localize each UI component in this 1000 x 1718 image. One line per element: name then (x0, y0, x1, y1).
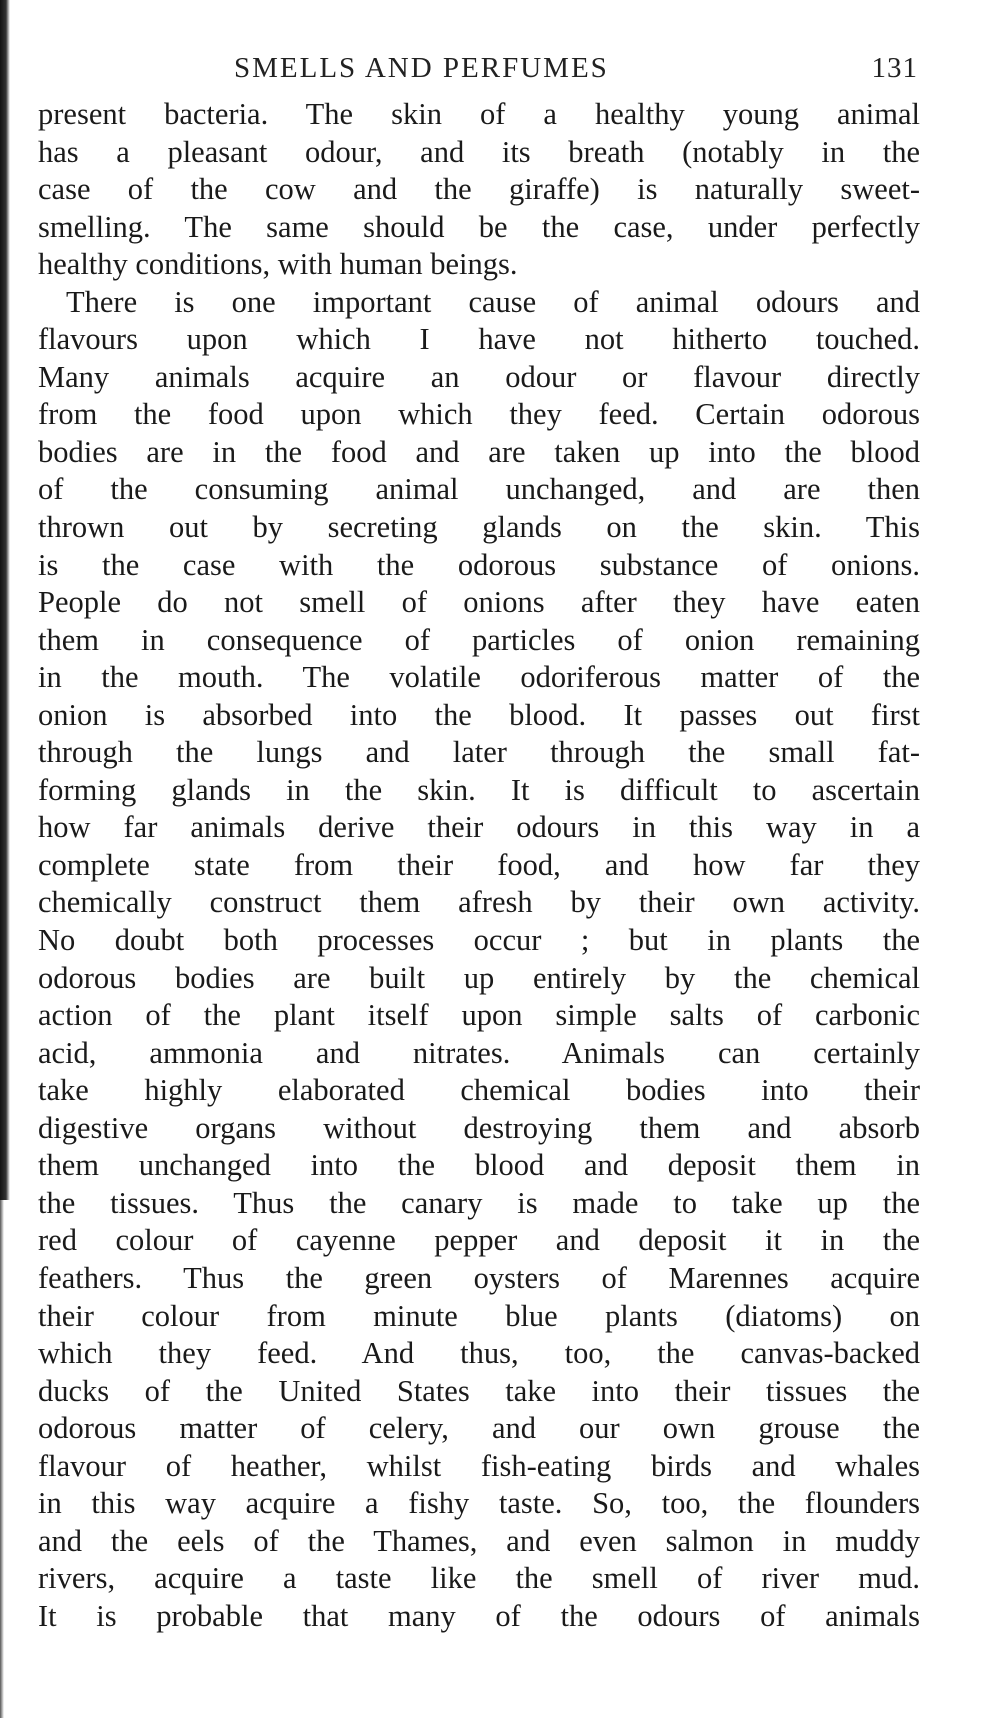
text-line: flavours upon which I have not hitherto touched. (38, 322, 920, 357)
text-line: rivers, acquire a taste like the smell of river mud. (38, 1561, 920, 1596)
text-line: them unchanged into the blood and deposit them in (38, 1148, 920, 1183)
text-line: which they feed. And thus, too, the canvas-backed (38, 1336, 920, 1371)
page-binding-edge (0, 0, 10, 1200)
text-line: in this way acquire a fishy taste. So, too, the flounders (38, 1486, 920, 1521)
text-line: and the eels of the Thames, and even salmon in muddy (38, 1523, 920, 1558)
text-line: Many animals acquire an odour or flavour directly (38, 359, 920, 394)
text-line: bodies are in the food and are taken up into the blood (38, 434, 920, 469)
text-line: case of the cow and the giraffe) is naturally sweet- (38, 172, 920, 207)
text-line: No doubt both processes occur ; but in plants the (38, 923, 920, 958)
text-line: of the consuming animal unchanged, and are then (38, 472, 920, 507)
text-line: People do not smell of onions after they have eaten (38, 585, 920, 620)
text-line: smelling. The same should be the case, under perfectly (38, 209, 920, 244)
book-page (38, 52, 920, 1635)
paragraph (38, 96, 920, 284)
paragraph (38, 284, 920, 1636)
text-line: odorous bodies are built up entirely by the chemical (38, 960, 920, 995)
page-binding-edge-lower (0, 1200, 4, 1718)
text-line: their colour from minute blue plants (diatoms) on (38, 1298, 920, 1333)
text-line: in the mouth. The volatile odoriferous matter of the (38, 660, 920, 695)
text-line: onion is absorbed into the blood. It passes out first (38, 697, 920, 732)
text-line: take highly elaborated chemical bodies into their (38, 1073, 920, 1108)
body-text (38, 96, 920, 1635)
text-line: chemically construct them afresh by their own activity. (38, 885, 920, 920)
page-header (38, 52, 920, 92)
text-line: odorous matter of celery, and our own grouse the (38, 1411, 920, 1446)
text-line: is the case with the odorous substance of onions. (38, 547, 920, 582)
text-line: There is one important cause of animal odours and (66, 284, 920, 319)
text-line: the tissues. Thus the canary is made to take up the (38, 1185, 920, 1220)
page-number: 131 (871, 52, 918, 84)
text-line: red colour of cayenne pepper and deposit it in the (38, 1223, 920, 1258)
text-line: action of the plant itself upon simple salts of carbonic (38, 998, 920, 1033)
running-head: SMELLS AND PERFUMES (234, 52, 609, 84)
text-line: feathers. Thus the green oysters of Marennes acquire (38, 1260, 920, 1295)
text-line: It is probable that many of the odours of animals (38, 1598, 920, 1633)
text-line: complete state from their food, and how far they (38, 847, 920, 882)
text-line: digestive organs without destroying them and absorb (38, 1110, 920, 1145)
text-line: has a pleasant odour, and its breath (notably in the (38, 134, 920, 169)
text-line: ducks of the United States take into their tissues the (38, 1373, 920, 1408)
text-line: forming glands in the skin. It is difficult to ascertain (38, 772, 920, 807)
text-line: through the lungs and later through the small fat- (38, 735, 920, 770)
text-line: thrown out by secreting glands on the skin. This (38, 510, 920, 545)
text-line: from the food upon which they feed. Certain odorous (38, 397, 920, 432)
text-line: them in consequence of particles of onion remaining (38, 622, 920, 657)
text-line: how far animals derive their odours in this way in a (38, 810, 920, 845)
text-line: healthy conditions, with human beings. (38, 247, 518, 282)
text-line: acid, ammonia and nitrates. Animals can certainly (38, 1035, 920, 1070)
text-line: flavour of heather, whilst fish-eating birds and whales (38, 1448, 920, 1483)
text-line: present bacteria. The skin of a healthy young animal (38, 97, 920, 131)
